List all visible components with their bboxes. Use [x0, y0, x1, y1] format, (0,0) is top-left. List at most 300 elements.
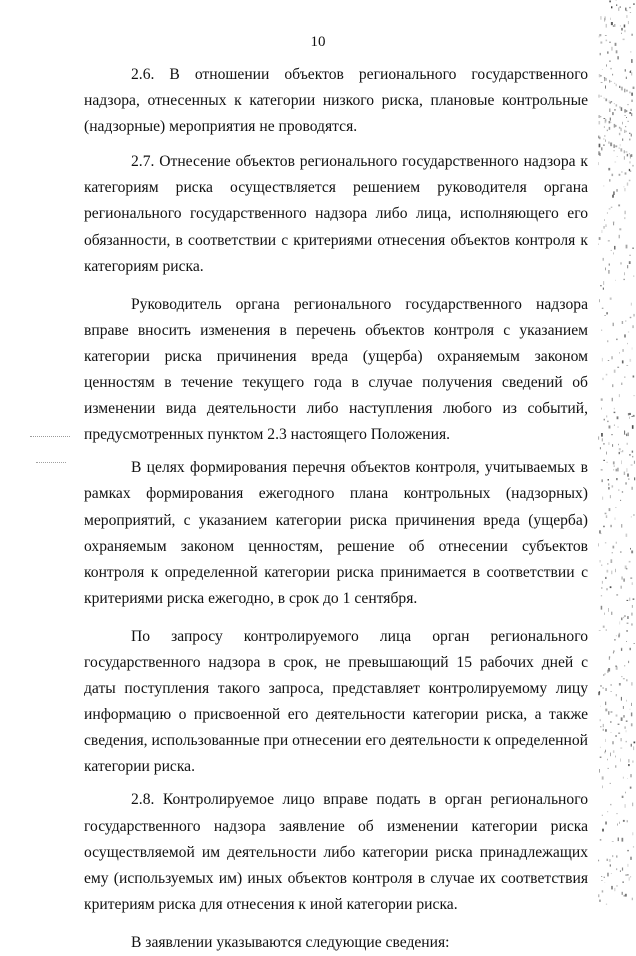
noise-speck — [619, 448, 621, 450]
noise-speck — [609, 442, 610, 445]
noise-speck — [598, 162, 599, 165]
noise-speck — [619, 147, 620, 149]
noise-speck — [619, 106, 621, 108]
noise-speck — [606, 78, 607, 81]
noise-speck — [619, 621, 620, 624]
noise-speck — [631, 134, 632, 137]
noise-speck — [611, 250, 612, 251]
noise-speck — [607, 759, 608, 761]
noise-speck — [606, 629, 607, 631]
noise-speck — [602, 786, 603, 789]
noise-speck — [622, 450, 623, 452]
noise-speck — [619, 394, 620, 397]
noise-speck — [612, 195, 614, 198]
noise-speck — [608, 483, 609, 485]
noise-speck — [601, 479, 603, 482]
noise-speck — [600, 706, 601, 707]
noise-speck — [632, 425, 634, 429]
noise-speck — [629, 161, 630, 163]
noise-speck — [631, 72, 632, 75]
noise-speck — [600, 719, 601, 721]
noise-speck — [621, 738, 622, 741]
noise-speck — [621, 648, 622, 651]
noise-speck — [620, 25, 621, 26]
noise-speck — [606, 312, 608, 314]
noise-speck — [608, 487, 610, 489]
noise-speck — [628, 759, 629, 762]
noise-speck — [613, 223, 614, 226]
noise-speck — [603, 258, 605, 261]
noise-speck — [604, 315, 605, 316]
noise-speck — [598, 692, 600, 695]
noise-speck — [633, 376, 635, 378]
noise-speck — [601, 75, 602, 77]
document-body — [84, 62, 588, 956]
noise-speck — [630, 71, 631, 72]
noise-speck — [610, 684, 612, 686]
noise-speck — [602, 687, 604, 689]
noise-speck — [622, 796, 624, 798]
noise-speck — [626, 730, 627, 732]
noise-speck — [604, 98, 605, 99]
noise-speck — [626, 15, 627, 18]
noise-speck — [626, 630, 628, 632]
noise-speck — [607, 421, 609, 422]
paragraph-2-8: 2.8. Контролируемое лицо вправе подать в орган регионального государственного надзора заявление об изменении категории риска осуществляемой им деятельности либо категории риска принадлежащих ему (используемых им) иных объектов контроля в случае их соответствия критериям риска для отнесения к иной категории риска. — [84, 791, 588, 913]
noise-speck — [599, 900, 601, 902]
noise-speck — [604, 126, 605, 128]
noise-speck — [612, 444, 613, 447]
noise-speck — [626, 77, 627, 79]
noise-speck — [630, 876, 631, 877]
noise-speck — [627, 183, 628, 186]
noise-speck — [632, 803, 633, 807]
noise-speck — [602, 358, 603, 362]
noise-speck — [620, 6, 621, 7]
noise-speck — [623, 349, 624, 352]
noise-speck — [630, 170, 631, 172]
noise-speck — [608, 142, 609, 144]
noise-speck — [604, 882, 605, 883]
noise-speck — [617, 824, 618, 826]
noise-speck — [624, 434, 626, 435]
noise-speck — [633, 746, 634, 750]
noise-speck — [599, 299, 600, 302]
noise-speck — [621, 618, 622, 621]
noise-speck — [624, 334, 625, 337]
noise-speck — [630, 774, 631, 777]
noise-speck — [632, 347, 633, 349]
noise-speck — [609, 60, 610, 62]
noise-speck — [616, 507, 617, 508]
noise-speck — [608, 768, 609, 769]
noise-speck — [619, 633, 620, 636]
noise-speck — [614, 144, 615, 148]
noise-speck — [619, 127, 620, 129]
noise-speck — [603, 526, 604, 528]
noise-speck — [620, 748, 622, 749]
noise-speck — [601, 469, 603, 470]
noise-speck — [605, 739, 606, 742]
noise-speck — [623, 579, 624, 582]
paragraph-2-6: 2.6. В отношении объектов регионального государственного надзора, отнесенных к категории низкого риска, плановые контрольные (надзорные) мероприятия не проводятся. — [84, 66, 588, 136]
noise-speck — [612, 398, 613, 402]
noise-speck — [625, 482, 627, 484]
noise-speck — [613, 461, 615, 464]
noise-speck — [606, 452, 607, 455]
noise-speck — [617, 427, 619, 428]
noise-speck — [627, 820, 628, 822]
noise-speck — [625, 792, 626, 794]
noise-speck — [605, 702, 606, 706]
noise-speck — [601, 533, 602, 534]
noise-speck — [606, 40, 608, 42]
noise-speck — [634, 742, 636, 744]
noise-speck — [629, 261, 631, 264]
noise-speck — [620, 759, 621, 762]
noise-speck — [600, 747, 601, 748]
noise-speck — [605, 709, 607, 712]
noise-speck — [619, 174, 621, 176]
noise-speck — [615, 735, 616, 737]
noise-speck — [615, 765, 616, 767]
noise-speck — [631, 113, 632, 116]
scan-mark — [36, 462, 66, 465]
noise-speck — [603, 281, 604, 285]
noise-speck — [627, 600, 629, 601]
noise-speck — [633, 415, 635, 417]
noise-speck — [631, 516, 632, 518]
noise-speck — [621, 676, 622, 677]
noise-speck — [610, 118, 611, 121]
noise-speck — [617, 367, 619, 368]
noise-speck — [605, 35, 607, 36]
noise-speck — [609, 208, 611, 209]
noise-speck — [621, 586, 622, 589]
noise-speck — [616, 478, 618, 480]
noise-speck — [618, 733, 620, 734]
noise-speck — [633, 846, 634, 847]
noise-speck — [610, 495, 611, 498]
noise-speck — [626, 320, 627, 321]
noise-speck — [617, 156, 618, 157]
noise-speck — [608, 168, 610, 171]
noise-speck — [624, 150, 625, 153]
noise-speck — [608, 668, 610, 672]
noise-speck — [628, 864, 629, 867]
noise-speck — [621, 717, 623, 721]
noise-speck — [614, 124, 616, 128]
noise-speck — [628, 21, 629, 24]
noise-speck — [633, 314, 635, 317]
noise-speck — [613, 750, 615, 753]
noise-speck — [629, 417, 630, 419]
noise-speck — [605, 729, 607, 732]
noise-speck — [631, 487, 633, 490]
noise-speck — [616, 84, 617, 86]
noise-speck — [611, 559, 613, 563]
noise-speck — [618, 489, 619, 491]
noise-speck — [631, 416, 633, 417]
noise-speck — [611, 101, 613, 102]
noise-speck — [627, 623, 629, 624]
noise-speck — [629, 133, 630, 134]
noise-speck — [598, 115, 600, 118]
noise-speck — [626, 151, 628, 152]
noise-speck — [623, 678, 625, 679]
noise-speck — [616, 635, 617, 636]
noise-speck — [616, 339, 617, 341]
noise-speck — [606, 415, 607, 417]
noise-speck — [621, 460, 622, 464]
noise-speck — [630, 787, 632, 789]
noise-speck — [615, 888, 616, 891]
noise-speck — [610, 18, 611, 20]
scan-mark — [30, 436, 70, 439]
noise-speck — [605, 822, 607, 825]
noise-speck — [601, 16, 602, 20]
page-number: 10 — [310, 34, 326, 50]
noise-speck — [619, 133, 620, 135]
noise-speck — [626, 245, 628, 249]
noise-speck — [619, 228, 621, 230]
noise-speck — [600, 839, 602, 841]
noise-speck — [601, 433, 603, 437]
noise-speck — [617, 885, 618, 887]
noise-speck — [608, 479, 609, 481]
noise-speck — [621, 28, 623, 31]
noise-speck — [631, 744, 632, 747]
noise-speck — [601, 876, 602, 877]
noise-speck — [618, 8, 619, 11]
noise-speck — [632, 451, 633, 453]
noise-speck — [624, 377, 625, 378]
noise-speck — [601, 147, 602, 150]
noise-speck — [630, 578, 632, 579]
noise-speck — [611, 47, 612, 51]
noise-speck — [624, 217, 626, 219]
paragraph-statement: В заявлении указываются следующие сведения: — [131, 933, 450, 951]
noise-speck — [603, 626, 605, 628]
noise-speck — [599, 74, 600, 77]
noise-speck — [626, 110, 627, 112]
noise-speck — [610, 525, 612, 527]
noise-speck — [626, 641, 627, 642]
noise-speck — [626, 90, 628, 92]
noise-speck — [614, 109, 616, 110]
noise-speck — [633, 832, 634, 835]
noise-speck — [615, 43, 617, 46]
noise-speck — [609, 100, 610, 103]
noise-speck — [616, 189, 618, 192]
noise-speck — [621, 697, 622, 701]
noise-speck — [604, 220, 605, 221]
noise-speck — [629, 255, 630, 256]
noise-speck — [618, 838, 619, 842]
noise-speck — [598, 244, 599, 245]
noise-speck — [624, 156, 625, 160]
noise-speck — [600, 685, 601, 687]
noise-speck — [611, 356, 613, 359]
noise-speck — [599, 121, 601, 124]
noise-speck — [630, 12, 631, 13]
noise-speck — [618, 724, 620, 725]
noise-speck — [603, 729, 604, 731]
noise-speck — [631, 713, 632, 717]
noise-speck — [634, 477, 635, 480]
noise-speck — [601, 330, 602, 331]
noise-speck — [627, 104, 628, 105]
noise-speck — [610, 721, 611, 722]
noise-speck — [625, 566, 627, 569]
noise-speck — [604, 674, 606, 675]
noise-speck — [600, 53, 601, 55]
noise-speck — [630, 92, 631, 94]
noise-speck — [609, 127, 611, 130]
noise-speck — [611, 434, 612, 435]
noise-speck — [630, 548, 631, 550]
noise-speck — [632, 248, 634, 250]
noise-speck — [599, 769, 600, 773]
noise-speck — [625, 211, 626, 215]
noise-speck — [603, 145, 604, 146]
noise-speck — [605, 513, 607, 515]
noise-speck — [602, 69, 603, 70]
noise-speck — [611, 22, 613, 25]
noise-speck — [604, 118, 606, 119]
noise-speck — [612, 841, 614, 842]
noise-speck — [618, 204, 620, 206]
noise-speck — [604, 877, 605, 878]
noise-speck — [609, 657, 610, 660]
noise-speck — [626, 434, 627, 437]
noise-speck — [607, 570, 609, 573]
noise-speck — [625, 30, 626, 32]
noise-speck — [620, 262, 621, 264]
noise-speck — [611, 886, 613, 890]
noise-speck — [629, 7, 631, 8]
noise-speck — [603, 724, 604, 727]
noise-speck — [632, 165, 634, 167]
noise-speck — [606, 688, 607, 691]
noise-speck — [601, 398, 603, 400]
noise-speck — [624, 615, 626, 617]
noise-speck — [632, 582, 633, 585]
noise-speck — [616, 50, 618, 53]
noise-speck — [616, 665, 617, 667]
noise-speck — [627, 474, 629, 477]
noise-speck — [601, 880, 603, 881]
noise-speck — [624, 109, 626, 112]
noise-speck — [607, 563, 608, 564]
noise-speck — [614, 24, 615, 27]
noise-speck — [631, 59, 633, 63]
noise-speck — [600, 560, 601, 563]
noise-speck — [626, 741, 627, 742]
noise-speck — [632, 605, 633, 608]
noise-speck — [626, 534, 628, 537]
noise-speck — [606, 224, 607, 227]
noise-speck — [616, 715, 618, 717]
noise-speck — [609, 109, 610, 113]
noise-speck — [609, 426, 611, 429]
noise-speck — [632, 456, 633, 458]
noise-speck — [602, 497, 603, 500]
noise-speck — [625, 894, 627, 897]
noise-speck — [600, 42, 602, 44]
noise-speck — [620, 148, 622, 151]
noise-speck — [613, 25, 614, 27]
noise-speck — [608, 240, 610, 241]
noise-speck — [599, 36, 600, 38]
noise-speck — [612, 552, 613, 553]
noise-speck — [633, 514, 635, 516]
noise-speck — [602, 815, 603, 816]
noise-speck — [606, 64, 607, 66]
noise-speck — [608, 711, 610, 715]
paragraph-head-changes: Руководитель органа регионального государственного надзора вправе вносить изменения в перечень объектов контроля с указанием категории риска причинения вреда (ущерба) охраняемым законом ценностям в течение текущего года в случае получения сведений об изменении вида деятельности либо наступления любого из событий, предусмотренных пунктом 2.3 настоящего Положения. — [84, 295, 588, 444]
scan-edge-noise — [590, 0, 636, 905]
noise-speck — [633, 599, 635, 600]
noise-speck — [607, 212, 608, 213]
noise-speck — [610, 143, 612, 147]
noise-speck — [610, 122, 611, 123]
noise-speck — [625, 126, 626, 127]
noise-speck — [626, 117, 627, 118]
noise-speck — [598, 860, 599, 862]
noise-speck — [610, 586, 612, 588]
noise-speck — [603, 378, 604, 380]
noise-speck — [613, 652, 614, 654]
noise-speck — [613, 222, 614, 223]
noise-speck — [602, 308, 604, 309]
noise-speck — [631, 682, 632, 685]
noise-speck — [600, 96, 602, 97]
noise-speck — [631, 703, 632, 706]
noise-speck — [620, 551, 621, 553]
noise-speck — [602, 829, 604, 832]
noise-speck — [608, 360, 609, 361]
noise-speck — [614, 412, 616, 413]
noise-speck — [619, 683, 621, 686]
noise-speck — [627, 343, 628, 344]
noise-speck — [601, 595, 602, 596]
noise-speck — [623, 777, 624, 779]
noise-speck — [602, 776, 604, 779]
noise-speck — [619, 452, 620, 454]
noise-speck — [631, 34, 633, 36]
noise-speck — [602, 890, 604, 892]
noise-speck — [627, 154, 628, 157]
noise-speck — [604, 18, 605, 22]
noise-speck — [614, 639, 616, 641]
noise-speck — [630, 52, 632, 53]
noise-speck — [606, 515, 607, 518]
noise-speck — [612, 741, 613, 744]
noise-speck — [609, 1, 611, 3]
noise-speck — [629, 454, 631, 456]
noise-speck — [626, 679, 627, 681]
noise-speck — [629, 561, 631, 563]
noise-speck — [612, 112, 614, 115]
noise-speck — [620, 870, 621, 872]
noise-speck — [604, 419, 605, 421]
noise-speck — [625, 874, 627, 876]
noise-speck — [621, 524, 622, 528]
noise-speck — [620, 144, 621, 146]
noise-speck — [617, 468, 619, 472]
noise-speck — [619, 235, 620, 239]
